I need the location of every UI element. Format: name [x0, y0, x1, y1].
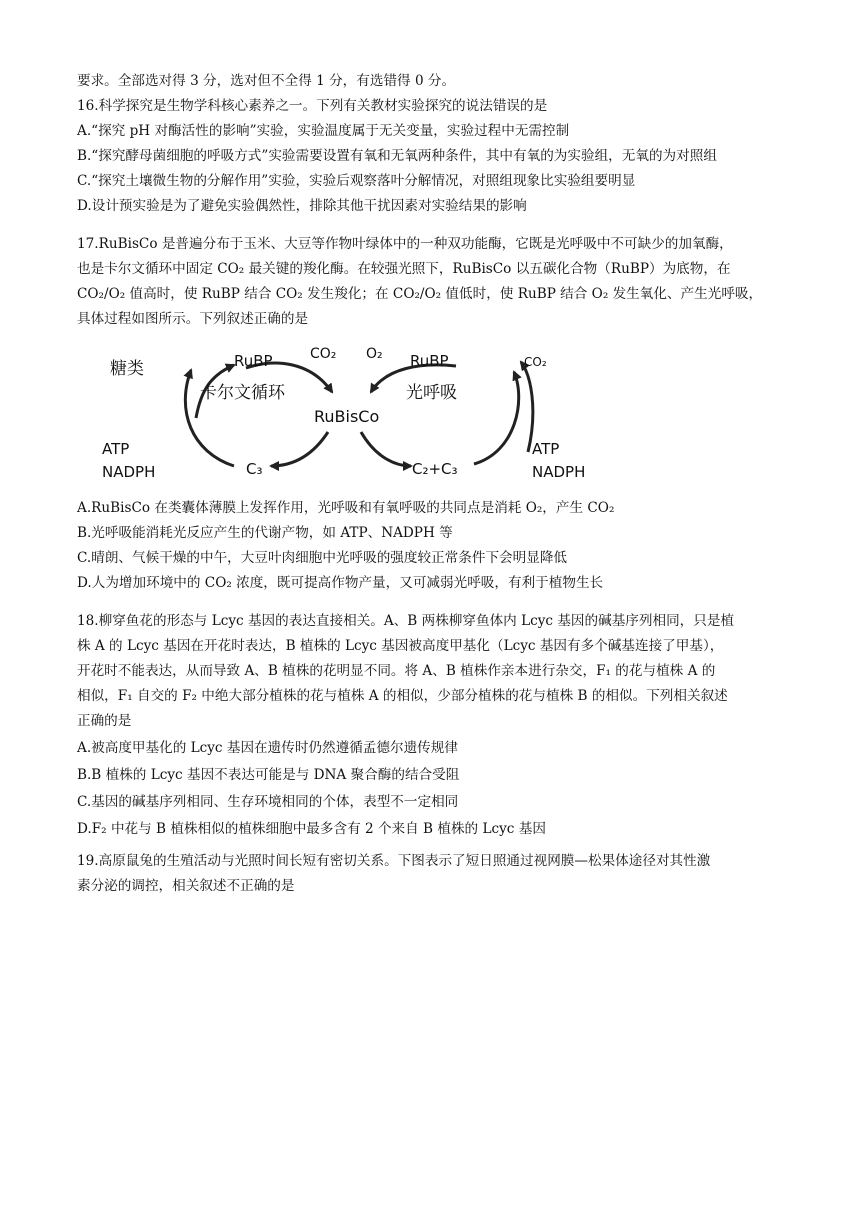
question-18-option-a: A.被高度甲基化的 Lcyc 基因在遗传时仍然遵循孟德尔遗传规律 [77, 740, 458, 756]
calvin-cycle-label: 卡尔文循环 [200, 383, 285, 403]
question-18-option-c: C.基因的碱基序列相同、生存环境相同的个体，表型不一定相同 [77, 794, 459, 810]
rubp-left-label: RuBP [234, 352, 273, 370]
question-18-stem-line2: 株 A 的 Lcyc 基因在开花时表达，B 植株的 Lcyc 基因被高度甲基化（Lcyc 基因有多个碱基连接了甲基）， [77, 638, 724, 654]
photoresp-arc-right [474, 372, 519, 464]
o2-label: O₂ [366, 346, 383, 362]
question-18-stem-line4: 相似，F₁ 自交的 F₂ 中绝大部分植株的花与植株 A 的相似，少部分植株的花与植株 B 的相似。下列相关叙述 [77, 688, 728, 704]
rubisco-diagram [96, 340, 616, 488]
c3-label: C₃ [246, 460, 263, 478]
nadph-left-label: NADPH [102, 463, 156, 481]
sugar-label: 糖类 [110, 359, 144, 379]
rubisco-label: RuBisCo [314, 407, 380, 426]
photorespiration-label: 光呼吸 [406, 383, 457, 403]
rubp-right-label: RuBP [410, 352, 449, 370]
question-16-option-d: D.设计预实验是为了避免实验偶然性，排除其他干扰因素对实验结果的影响 [77, 198, 527, 214]
calvin-arc-bottom [271, 432, 328, 466]
atp-left-label: ATP [102, 440, 130, 458]
nadph-right-label: NADPH [532, 463, 586, 481]
co2-right-label: CO₂ [524, 355, 547, 369]
question-16-option-a: A.“探究 pH 对酶活性的影响”实验，实验温度属于无关变量，实验过程中无需控制 [77, 123, 570, 139]
instruction-text: 要求。全部选对得 3 分，选对但不全得 1 分，有选错得 0 分。 [77, 73, 456, 89]
question-17-stem-line4: 具体过程如图所示。下列叙述正确的是 [77, 311, 309, 327]
co2-left-label: CO₂ [310, 346, 337, 362]
question-18-stem-line5: 正确的是 [77, 713, 132, 729]
question-17-stem-line3: CO₂/O₂ 值高时，使 RuBP 结合 CO₂ 发生羧化；在 CO₂/O₂ 值低时，使 RuBP 结合 O₂ 发生氧化、产生光呼吸， [77, 286, 763, 302]
question-17-stem-line1: 17.RuBisCo 是普遍分布于玉米、大豆等作物叶绿体中的一种双功能酶，它既是光呼吸中不可缺少的加氧酶， [77, 236, 733, 252]
question-16-stem: 16.科学探究是生物学科核心素养之一。下列有关教材实验探究的说法错误的是 [77, 98, 548, 114]
question-18-option-b: B.B 植株的 Lcyc 基因不表达可能是与 DNA 聚合酶的结合受阻 [77, 767, 460, 783]
question-17-option-c: C.晴朗、气候干燥的中午，大豆叶肉细胞中光呼吸的强度较正常条件下会明显降低 [77, 550, 568, 566]
photoresp-arc-bottom [361, 432, 411, 466]
question-17-stem-line2: 也是卡尔文循环中固定 CO₂ 最关键的羧化酶。在较强光照下，RuBisCo 以五碳化合物（RuBP）为底物，在 [77, 261, 731, 277]
question-16-option-c: C.“探究土壤微生物的分解作用”实验，实验后观察落叶分解情况，对照组现象比实验组要明显 [77, 173, 636, 189]
question-17-option-d: D.人为增加环境中的 CO₂ 浓度，既可提高作物产量，又可减弱光呼吸，有利于植物生长 [77, 575, 604, 591]
question-18-stem-line3: 开花时不能表达，从而导致 A、B 植株的花明显不同。将 A、B 植株作亲本进行杂交，F₁ 的花与植株 A 的 [77, 663, 716, 679]
question-19-stem-line1: 19.高原鼠兔的生殖活动与光照时间长短有密切关系。下图表示了短日照通过视网膜—松果体途径对其性激 [77, 853, 711, 869]
atp-right-label: ATP [532, 440, 560, 458]
question-18-option-d: D.F₂ 中花与 B 植株相似的植株细胞中最多含有 2 个来自 B 植株的 Lcyc 基因 [77, 821, 546, 837]
c2-c3-label: C₂+C₃ [412, 460, 458, 478]
atp-arc-right [521, 362, 533, 452]
question-17-option-a: A.RuBisCo 在类囊体薄膜上发挥作用，光呼吸和有氧呼吸的共同点是消耗 O₂，产生 CO₂ [77, 500, 615, 516]
question-16-option-b: B.“探究酵母菌细胞的呼吸方式”实验需要设置有氧和无氧两种条件，其中有氧的为实验组，无氧的为对照组 [77, 148, 717, 164]
question-18-stem-line1: 18.柳穿鱼花的形态与 Lcyc 基因的表达直接相关。A、B 两株柳穿鱼体内 Lcyc 基因的碱基序列相同，只是植 [77, 613, 735, 629]
question-19-stem-line2: 素分泌的调控，相关叙述不正确的是 [77, 878, 295, 894]
question-17-option-b: B.光呼吸能消耗光反应产生的代谢产物，如 ATP、NADPH 等 [77, 525, 453, 541]
